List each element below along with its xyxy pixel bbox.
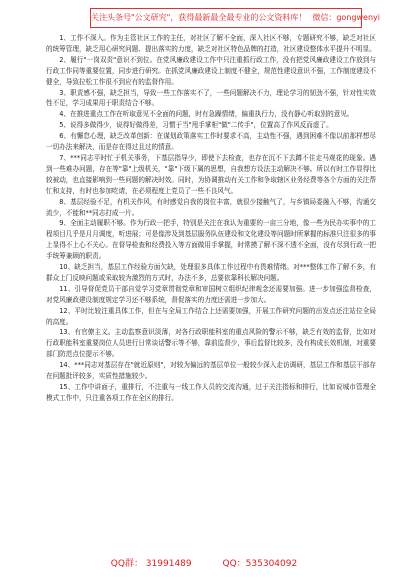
wechat-id: 微信：gongwenyi [312, 13, 380, 22]
paragraph-6: 6、有懈怠心理，缺乏改革创新：在谋划政策落实工作时要求不高，主动性不强，遇到困难不像以前那样想尽一切办法来解决，而是存在得过且过的情意。 [46, 132, 376, 152]
paragraph-9: 9、全面主动履职不够。作为行政一把手，特别是关注在我认为重要的一亩三分地，像一些为民办实事中的工程项目几乎是月月调度，听进展；可是像涉及到基层服务队伍建设和文化建设等问题时所掌握的标准只注很多的事上显得不上心不关心。在督导检查和经费投入等方面做用手掌握，时常摸了解不深不透不全面，没有尽到行政一把手统筹兼顾的职责。 [46, 219, 376, 261]
paragraph-15: 15、工作中讲面子，重排行，不注重与一线工作人员的交流沟通，过于关注指标和排行，比如说城市管理全模式工作中，只注重各项工作在全区的排行。 [46, 383, 376, 402]
qq-number: QQ：535304092 [222, 559, 298, 569]
paragraph-2: 2、履行"一岗双责"意识不到位。在党风廉政建设工作中只注重抓行政工作，没有把党风廉政建设工作放到与行政工作同等重要位置，同步进行研究。在抓党风廉政建设上制度不健全，规范性建设意识不强，工作制度建设不健全，导致拉松工作很不到应有的监督作用。 [46, 55, 376, 86]
paragraph-10: 10、缺乏担当，基层工作经验方面欠缺，处理很多具体工作过程中有畏难情绪。对***整体工作了解不多，有群众上门反映问题或采取较为激烈的方式时，办法不多，总要依靠科长解决问题。 [46, 263, 376, 282]
paragraph-3: 3、职责感不强，缺乏担当，导致一些工作落实不了，一些问题解决不力，理论学习的韧劲不强，针对性实效性不足，学习成果用于职责结合不够。 [46, 88, 376, 108]
document-body [46, 33, 376, 404]
contact-footer [0, 557, 408, 571]
paragraph-13: 13、有官僚主义。主动监察意识淡薄，对各行政职能科室的重点风险的警示不够，缺乏有效的监督，比如对行政职能科室重要岗位人员进行日常谈话警示等不够，靠前监督少，事后监督比较多，没有构成长效机制，对重要部门防范点位提示不够。 [46, 328, 376, 359]
paragraph-11: 11、引导督促党员干部自觉学习党章贯彻党章和审国树立组织纪律观念还需要加强。进一步加强监督检查，对党风廉政建设制度规定学习还不够系统，督促落实的力度还需进一步加大。 [46, 284, 376, 304]
paragraph-8: 8、基层经验不足，有机关作风，有时感觉自我的岗位丰富，就很少接触气了，与乡镇局委融入不够，沟通交流少，不能和**同志打成一片。 [46, 197, 376, 217]
paragraph-4: 4、在推进重点工作在听取意见不全面的问题，时有急躁情绪，偏重执行力，没有静心听取别的意见。 [59, 110, 354, 119]
paragraph-5: 5、说得多做得少，说得好做得差，习惯于当"甩手掌柜"做"二传手"，位置高了作风反而虚了。 [59, 121, 333, 130]
paragraph-7: 7、***同志平时忙于机关事务，下基层指导少，即使下去检查，也存在沉不下去蹲不住走马观花的现象。遇到一些难办问题，存在等"靠"上级机关，"靠"下级下属的思想，自我想方设法主动解决不够。所以有时工作显得比较被动，也直接影响到一些问题的解决时效。同时，为协调推动有关工作和争取辖区业务经费等各个方面的关注帮忙和支持，有时也参加吃请，在必须程度上党员了一些不良风气。 [46, 153, 376, 195]
promo-header-box [90, 8, 380, 28]
qq-group: QQ群： 31991489 [110, 559, 192, 569]
paragraph-12: 12、平时比较注重具体工作，但在与全局工作结合上还需要加强，开展工作研究问题的出发点还注站位全局的高度。 [46, 306, 376, 326]
promo-text: 关注头条号"公文研究"，获得最新最全最专业的公文资料库！ [91, 13, 307, 22]
paragraph-1: 1、工作不深入。作为主管社区工作的主任，对社区了解不全面，深入社区不够，专题研究不够，缺乏对社区的统筹管理，缺乏用心研究问题、提出落实的力度，缺乏对社区特色品牌的打造，社区建设整体水平提升不明显。 [46, 34, 376, 53]
paragraph-14: 14、***同志对基层存在"就近原则"，对较为偏远的基层单位一般较少深入走访调研，基层工作和基层干部存在问题批评较多，实质性措施较少。 [46, 361, 376, 381]
